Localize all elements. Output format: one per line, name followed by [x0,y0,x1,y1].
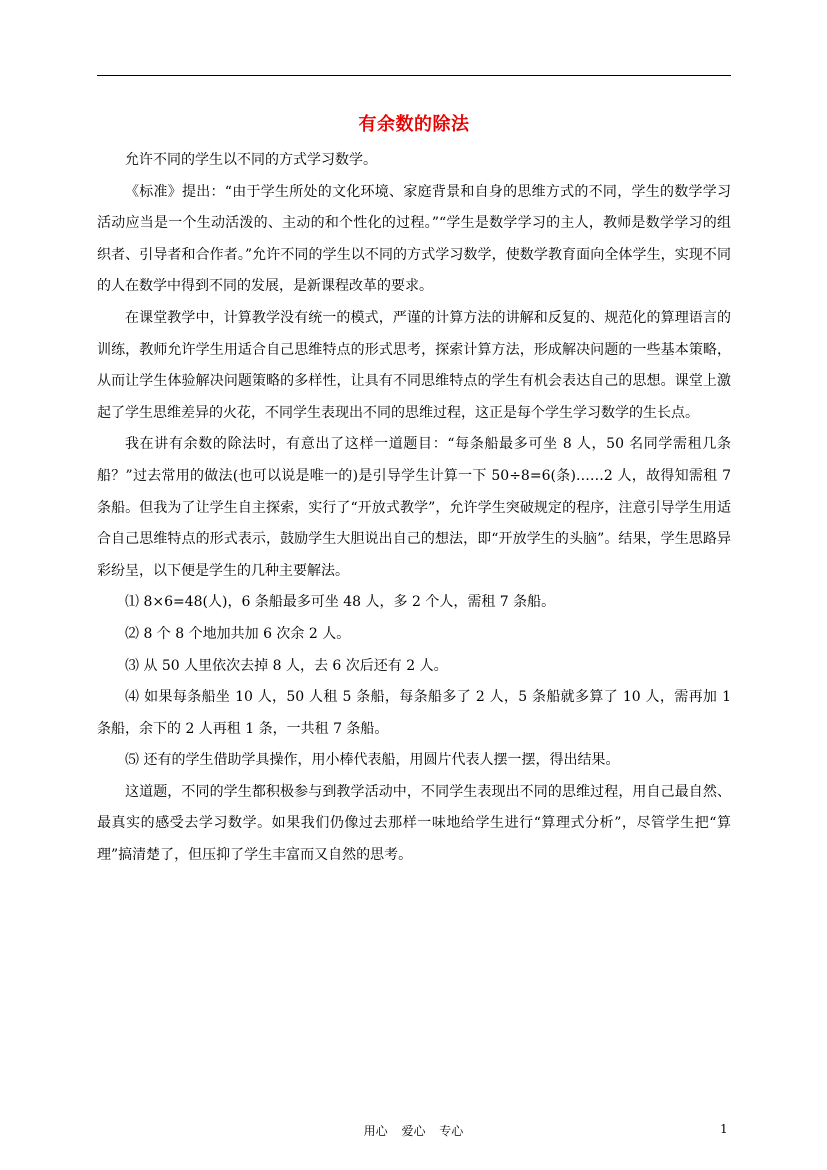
solution-item: ⑸ 还有的学生借助学具操作，用小棒代表船，用圆片代表人摆一摆，得出结果。 [125,752,620,769]
solution-item: ⑵ 8 个 8 个地加共加 6 次余 2 人。 [125,625,351,642]
solution-item: ⑶ 从 50 人里依次去掉 8 人，去 6 次后还有 2 人。 [125,657,448,674]
footer-slogan: 用心 爱心 专心 [363,1124,464,1138]
document-body [97,145,731,872]
paragraph: 我在讲有余数的除法时，有意出了这样一道题目：“每条船最多可坐 8 人，50 名同学需租几条船？”过去常用的做法(也可以说是唯一的)是引导学生计算一下 50÷8=6(条)……2 人，故得知需租 7 条船。但我为了让学生自主探索，实行了“开放式教学”，允许学生突破规定的程序，注意引导学生用适合自己思维特点的形式表示，鼓励学生大胆说出自己的想法，即“开放学生的头脑”。结果，学生思路异彩纷呈，以下便是学生的几种主要解法。 [97,436,731,579]
page-number: 1 [720,1122,728,1136]
paragraph: 在课堂教学中，计算教学没有统一的模式，严谨的计算方法的讲解和反复的、规范化的算理语言的训练，教师允许学生用适合自己思维特点的形式思考，探索计算方法，形成解决问题的一些基本策略，从而让学生体验解决问题策略的多样性，让具有不同思维特点的学生有机会表达自己的思想。课堂上激起了学生思维差异的火花，不同学生表现出不同的思维过程，这正是每个学生学习数学的生长点。 [97,309,731,421]
paragraph: 允许不同的学生以不同的方式学习数学。 [125,152,377,168]
solution-item: ⑷ 如果每条船坐 10 人，50 人租 5 条船，每条船多了 2 人，5 条船就多算了 10 人，需再加 1 条船，余下的 2 人再租 1 条，一共租 7 条船。 [97,689,731,737]
paragraph: 这道题，不同的学生都积极参与到教学活动中，不同学生表现出不同的思维过程，用自己最自然、最真实的感受去学习数学。如果我们仍像过去那样一味地给学生进行“算理式分析”，尽管学生把“算理”搞清楚了，但压抑了学生丰富而又自然的思考。 [97,783,731,864]
paragraph: 《标准》提出：“由于学生所处的文化环境、家庭背景和自身的思维方式的不同，学生的数学学习活动应当是一个生动活泼的、主动的和个性化的过程。”“学生是数学学习的主人，教师是数学学习的组织者、引导者和合作者。”允许不同的学生以不同的方式学习数学，使数学教育面向全体学生，实现不同的人在数学中得到不同的发展，是新课程改革的要求。 [97,183,731,295]
document-title: 有余数的除法 [358,114,470,135]
header-rule [97,75,731,76]
solution-item: ⑴ 8×6=48(人)，6 条船最多可坐 48 人，多 2 个人，需租 7 条船。 [125,594,556,611]
